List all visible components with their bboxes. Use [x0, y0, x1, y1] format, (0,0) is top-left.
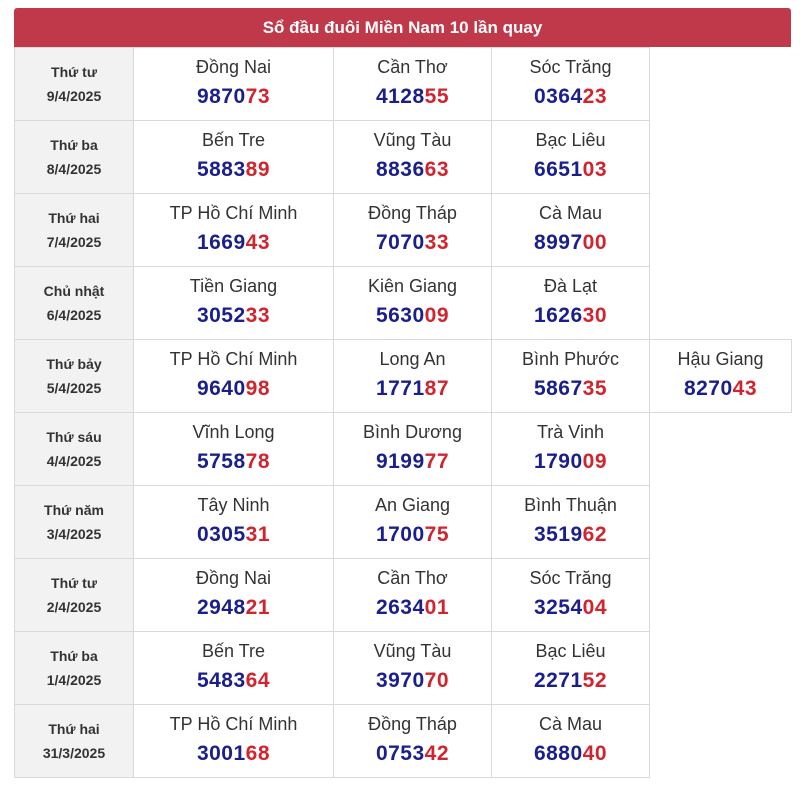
- number-tail-digits: 35: [582, 377, 608, 400]
- draw-row: [15, 194, 792, 267]
- number-head-digits: 9640: [196, 377, 246, 400]
- draw-day-cell: [15, 705, 134, 778]
- province-result-cell: [134, 267, 334, 340]
- province-result-cell: [134, 48, 334, 121]
- winning-number: [134, 522, 333, 548]
- number-head-digits: 8997: [533, 231, 583, 254]
- draw-day-cell: [15, 121, 134, 194]
- draw-day-cell: [15, 559, 134, 632]
- number-tail-digits: 42: [424, 742, 450, 765]
- province-result-cell: [492, 486, 650, 559]
- winning-number: [134, 303, 333, 329]
- province-result-cell: [492, 705, 650, 778]
- province-name: Bình Dương: [363, 422, 462, 442]
- weekday-label: Thứ hai: [48, 210, 100, 226]
- province-name: Sóc Trăng: [529, 57, 612, 77]
- draw-row: [15, 340, 792, 413]
- number-head-digits: 1700: [375, 523, 425, 546]
- winning-number: [134, 741, 333, 767]
- province-name: Sóc Trăng: [529, 568, 612, 588]
- province-result-cell: [134, 194, 334, 267]
- number-head-digits: 5867: [533, 377, 583, 400]
- province-name: Đà Lạt: [543, 276, 598, 296]
- province-result-cell: [492, 121, 650, 194]
- weekday-label: Thứ tư: [51, 64, 97, 80]
- number-head-digits: 8836: [375, 158, 425, 181]
- number-tail-digits: 43: [732, 377, 758, 400]
- empty-cell: [650, 632, 792, 705]
- draw-date: 4/4/2025: [46, 453, 102, 469]
- province-name: Hậu Giang: [677, 349, 764, 369]
- number-head-digits: 9199: [375, 450, 425, 473]
- winning-number: [334, 595, 491, 621]
- number-head-digits: 2634: [375, 596, 425, 619]
- number-tail-digits: 68: [245, 742, 271, 765]
- number-tail-digits: 03: [582, 158, 608, 181]
- winning-number: [134, 157, 333, 183]
- draw-row: [15, 486, 792, 559]
- province-result-cell: [492, 194, 650, 267]
- winning-number: [334, 230, 491, 256]
- draw-date: 2/4/2025: [46, 599, 102, 615]
- province-result-cell: [134, 340, 334, 413]
- number-tail-digits: 77: [424, 450, 450, 473]
- winning-number: [134, 230, 333, 256]
- number-head-digits: 3052: [196, 304, 246, 327]
- winning-number: [334, 741, 491, 767]
- province-name: Bến Tre: [201, 641, 266, 661]
- province-name: Cần Thơ: [377, 568, 448, 588]
- draw-date: 7/4/2025: [46, 234, 102, 250]
- number-head-digits: 5758: [196, 450, 246, 473]
- number-tail-digits: 87: [424, 377, 450, 400]
- winning-number: [334, 522, 491, 548]
- draw-day-cell: [15, 413, 134, 486]
- province-name: TP Hồ Chí Minh: [169, 349, 298, 369]
- draw-row: [15, 632, 792, 705]
- number-tail-digits: 30: [582, 304, 608, 327]
- province-name: Đồng Nai: [195, 57, 272, 77]
- number-head-digits: 6651: [533, 158, 583, 181]
- number-tail-digits: 09: [424, 304, 450, 327]
- province-result-cell: [134, 121, 334, 194]
- province-result-cell: [492, 632, 650, 705]
- empty-cell: [650, 194, 792, 267]
- weekday-label: Thứ ba: [50, 137, 98, 153]
- province-name: Tiền Giang: [189, 276, 278, 296]
- draw-row: [15, 705, 792, 778]
- draw-day-cell: [15, 267, 134, 340]
- draw-date: 6/4/2025: [46, 307, 102, 323]
- number-tail-digits: 73: [245, 85, 271, 108]
- number-head-digits: 8270: [683, 377, 733, 400]
- province-result-cell: [334, 486, 492, 559]
- province-name: Vũng Tàu: [373, 641, 452, 661]
- draw-date: 8/4/2025: [46, 161, 102, 177]
- province-name: Vĩnh Long: [192, 422, 275, 442]
- province-name: Trà Vinh: [536, 422, 605, 442]
- province-name: Bình Phước: [522, 349, 619, 369]
- number-head-digits: 9870: [196, 85, 246, 108]
- number-head-digits: 6880: [533, 742, 583, 765]
- winning-number: [134, 595, 333, 621]
- draw-date: 3/4/2025: [46, 526, 102, 542]
- winning-number: [134, 84, 333, 110]
- draw-row: [15, 559, 792, 632]
- number-tail-digits: 40: [582, 742, 608, 765]
- draw-day-cell: [15, 340, 134, 413]
- province-name: An Giang: [374, 495, 451, 515]
- number-tail-digits: 70: [424, 669, 450, 692]
- province-result-cell: [134, 413, 334, 486]
- province-result-cell: [334, 559, 492, 632]
- province-name: Cà Mau: [538, 203, 603, 223]
- province-name: Kiên Giang: [367, 276, 458, 296]
- province-result-cell: [492, 559, 650, 632]
- number-tail-digits: 64: [245, 669, 271, 692]
- winning-number: [492, 376, 649, 402]
- draw-row: [15, 267, 792, 340]
- winning-number: [334, 668, 491, 694]
- number-head-digits: 0364: [533, 85, 583, 108]
- province-name: TP Hồ Chí Minh: [169, 714, 298, 734]
- province-name: Cần Thơ: [377, 57, 448, 77]
- winning-number: [334, 376, 491, 402]
- draw-date: 1/4/2025: [46, 672, 102, 688]
- province-name: Đồng Nai: [195, 568, 272, 588]
- results-table: [14, 47, 792, 778]
- province-result-cell: [334, 48, 492, 121]
- number-tail-digits: 23: [582, 85, 608, 108]
- number-tail-digits: 01: [424, 596, 450, 619]
- number-tail-digits: 31: [245, 523, 271, 546]
- winning-number: [492, 230, 649, 256]
- draw-row: [15, 413, 792, 486]
- province-name: Vũng Tàu: [373, 130, 452, 150]
- number-tail-digits: 55: [424, 85, 450, 108]
- province-name: Bến Tre: [201, 130, 266, 150]
- province-result-cell: [334, 121, 492, 194]
- province-result-cell: [134, 632, 334, 705]
- weekday-label: Thứ hai: [48, 721, 100, 737]
- number-head-digits: 3001: [196, 742, 246, 765]
- winning-number: [334, 84, 491, 110]
- number-head-digits: 1771: [375, 377, 425, 400]
- number-tail-digits: 21: [245, 596, 271, 619]
- number-tail-digits: 09: [582, 450, 608, 473]
- number-tail-digits: 04: [582, 596, 608, 619]
- number-tail-digits: 33: [424, 231, 450, 254]
- number-head-digits: 3970: [375, 669, 425, 692]
- number-head-digits: 5883: [196, 158, 246, 181]
- empty-cell: [650, 486, 792, 559]
- province-result-cell: [492, 267, 650, 340]
- draw-day-cell: [15, 486, 134, 559]
- province-result-cell: [334, 705, 492, 778]
- winning-number: [492, 522, 649, 548]
- empty-cell: [650, 705, 792, 778]
- number-head-digits: 1790: [533, 450, 583, 473]
- province-result-cell: [134, 559, 334, 632]
- empty-cell: [650, 267, 792, 340]
- number-head-digits: 1626: [533, 304, 583, 327]
- results-panel: [14, 8, 791, 778]
- number-tail-digits: 78: [245, 450, 271, 473]
- winning-number: [334, 157, 491, 183]
- weekday-label: Thứ sáu: [46, 429, 102, 445]
- number-head-digits: 1669: [196, 231, 246, 254]
- number-head-digits: 4128: [375, 85, 425, 108]
- province-name: Long An: [379, 349, 446, 369]
- weekday-label: Thứ ba: [50, 648, 98, 664]
- number-tail-digits: 00: [582, 231, 608, 254]
- number-tail-digits: 89: [245, 158, 271, 181]
- number-tail-digits: 75: [424, 523, 450, 546]
- province-result-cell: [492, 413, 650, 486]
- number-head-digits: 3519: [533, 523, 583, 546]
- province-name: Cà Mau: [538, 714, 603, 734]
- winning-number: [492, 84, 649, 110]
- draw-date: 31/3/2025: [42, 745, 106, 761]
- province-result-cell: [492, 340, 650, 413]
- draw-day-cell: [15, 194, 134, 267]
- province-result-cell: [334, 632, 492, 705]
- winning-number: [134, 449, 333, 475]
- winning-number: [492, 303, 649, 329]
- province-name: Bạc Liêu: [535, 641, 606, 661]
- weekday-label: Thứ tư: [51, 575, 97, 591]
- province-name: Tây Ninh: [197, 495, 270, 515]
- number-head-digits: 3254: [533, 596, 583, 619]
- number-tail-digits: 33: [245, 304, 271, 327]
- number-head-digits: 2948: [196, 596, 246, 619]
- province-result-cell: [334, 267, 492, 340]
- results-table-body: [15, 48, 792, 778]
- weekday-label: Thứ năm: [44, 502, 104, 518]
- weekday-label: Thứ bảy: [46, 356, 102, 372]
- number-tail-digits: 62: [582, 523, 608, 546]
- draw-day-cell: [15, 48, 134, 121]
- province-name: Đồng Tháp: [368, 203, 457, 223]
- empty-cell: [650, 559, 792, 632]
- winning-number: [334, 449, 491, 475]
- winning-number: [492, 595, 649, 621]
- draw-day-cell: [15, 632, 134, 705]
- number-head-digits: 2271: [533, 669, 583, 692]
- number-head-digits: 5483: [196, 669, 246, 692]
- panel-title: Sổ đầu đuôi Miền Nam 10 lần quay: [14, 8, 791, 47]
- number-tail-digits: 63: [424, 158, 450, 181]
- empty-cell: [650, 121, 792, 194]
- winning-number: [492, 668, 649, 694]
- winning-number: [492, 449, 649, 475]
- number-head-digits: 0753: [375, 742, 425, 765]
- province-result-cell: [334, 413, 492, 486]
- number-head-digits: 7070: [375, 231, 425, 254]
- winning-number: [134, 668, 333, 694]
- winning-number: [650, 376, 791, 402]
- province-result-cell: [134, 486, 334, 559]
- province-result-cell: [650, 340, 792, 413]
- draw-date: 5/4/2025: [46, 380, 102, 396]
- province-result-cell: [334, 194, 492, 267]
- empty-cell: [650, 48, 792, 121]
- province-result-cell: [334, 340, 492, 413]
- province-name: Đồng Tháp: [368, 714, 457, 734]
- draw-row: [15, 48, 792, 121]
- province-result-cell: [134, 705, 334, 778]
- province-name: TP Hồ Chí Minh: [169, 203, 298, 223]
- winning-number: [492, 157, 649, 183]
- province-name: Bạc Liêu: [535, 130, 606, 150]
- empty-cell: [650, 413, 792, 486]
- number-tail-digits: 52: [582, 669, 608, 692]
- number-head-digits: 0305: [196, 523, 246, 546]
- winning-number: [334, 303, 491, 329]
- winning-number: [134, 376, 333, 402]
- winning-number: [492, 741, 649, 767]
- province-result-cell: [492, 48, 650, 121]
- draw-date: 9/4/2025: [46, 88, 102, 104]
- number-tail-digits: 43: [245, 231, 271, 254]
- number-tail-digits: 98: [245, 377, 271, 400]
- number-head-digits: 5630: [375, 304, 425, 327]
- province-name: Bình Thuận: [524, 495, 617, 515]
- draw-row: [15, 121, 792, 194]
- weekday-label: Chủ nhật: [43, 283, 105, 299]
